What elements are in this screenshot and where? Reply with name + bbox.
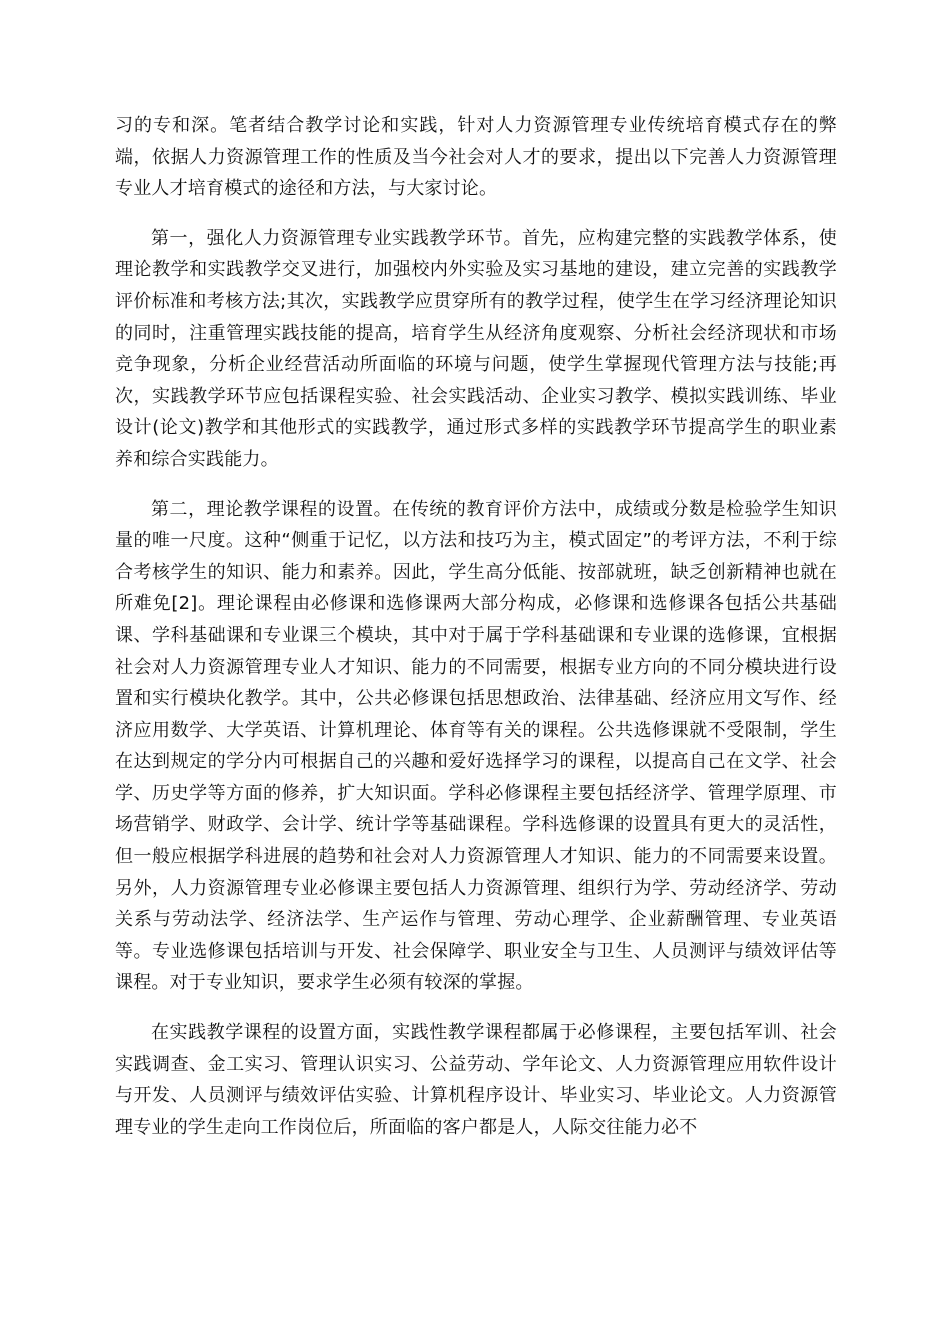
paragraph-theory-curriculum: 第二，理论教学课程的设置。在传统的教育评价方法中，成绩或分数是检验学生知识量的唯一尺度。这种“侧重于记忆，以方法和技巧为主，模式固定”的考评方法，不利于综合考核学生的知识、能力和素养。因此，学生高分低能、按部就班，缺乏创新精神也就在所难免[2]。理论课程由必修课和选修课两大部分构成，必修课和选修课各包括公共基础课、学科基础课和专业课三个模块，其中对于属于学科基础课和专业课的选修课，宜根据社会对人力资源管理专业人才知识、能力的不同需要，根据专业方向的不同分模块进行设置和实行模块化教学。其中，公共必修课包括思想政治、法律基础、经济应用文写作、经济应用数学、大学英语、计算机理论、体育等有关的课程。公共选修课就不受限制，学生在达到规定的学分内可根据自己的兴趣和爱好选择学习的课程，以提高自己在文学、社会学、历史学等方面的修养，扩大知识面。学科必修课程主要包括经济学、管理学原理、市场营销学、财政学、会计学、统计学等基础课程。学科选修课的设置具有更大的灵活性，但一般应根据学科进展的趋势和社会对人力资源管理人才知识、能力的不同需要来设置。另外，人力资源管理专业必修课主要包括人力资源管理、组织行为学、劳动经济学、劳动关系与劳动法学、经济法学、生产运作与管理、劳动心理学、企业薪酬管理、专业英语等。专业选修课包括培训与开发、社会保障学、职业安全与卫生、人员测评与绩效评估等课程。对于专业知识，要求学生必须有较深的掌握。 [115,498,837,994]
paragraph-continuation: 习的专和深。笔者结合教学讨论和实践，针对人力资源管理专业传统培育模式存在的弊端，依据人力资源管理工作的性质及当今社会对人才的要求，提出以下完善人力资源管理专业人才培育模式的途径和方法，与大家讨论。 [115,115,837,200]
document-body [115,110,837,1161]
paragraph-practice-curriculum: 在实践教学课程的设置方面，实践性教学课程都属于必修课程，主要包括军训、社会实践调查、金工实习、管理认识实习、公益劳动、学年论文、人力资源管理应用软件设计与开发、人员测评与绩效评估实验、计算机程序设计、毕业实习、毕业论文。人力资源管理专业的学生走向工作岗位后，所面临的客户都是人，人际交往能力必不 [115,1022,837,1138]
paragraph-practice-teaching: 第一，强化人力资源管理专业实践教学环节。首先，应构建完整的实践教学体系，使理论教学和实践教学交叉进行，加强校内外实验及实习基地的建设，建立完善的实践教学评价标准和考核方法;其次，实践教学应贯穿所有的教学过程，使学生在学习经济理论知识的同时，注重管理实践技能的提高，培育学生从经济角度观察、分析社会经济现状和市场竞争现象，分析企业经营活动所面临的环境与问题，使学生掌握现代管理方法与技能;再次，实践教学环节应包括课程实验、社会实践活动、企业实习教学、模拟实践训练、毕业设计(论文)教学和其他形式的实践教学，通过形式多样的实践教学环节提高学生的职业素养和综合实践能力。 [115,227,837,470]
